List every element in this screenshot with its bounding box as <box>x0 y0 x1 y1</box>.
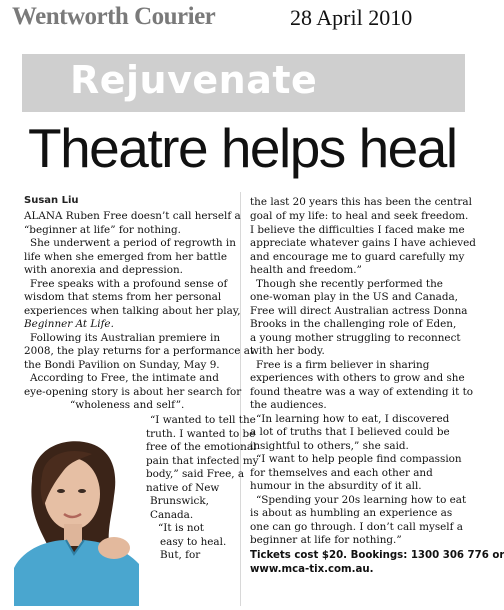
text-line: I believe the difficulties I faced make me <box>250 223 465 236</box>
text-line: Though she recently performed the <box>256 277 443 290</box>
text-line: goal of my life: to heal and seek freedom. <box>250 210 469 222</box>
text-line: health and freedom.” <box>250 264 362 276</box>
text-line: Brooks in the challenging role of Eden, <box>250 318 457 330</box>
text-line: the audiences. <box>250 399 327 411</box>
text-line: “wholeness and self”. <box>70 399 185 411</box>
text-line: insightful to others,” she said. <box>250 439 409 452</box>
ticket-info: Tickets cost $20. Bookings: 1300 306 776 or <box>250 550 504 561</box>
byline: Susan Liu <box>24 195 79 206</box>
text-line: wisdom that stems from her personal <box>24 291 222 303</box>
text-line: easy to heal. <box>160 535 227 548</box>
text-line: 2008, the play returns for a performance at <box>24 345 255 357</box>
text-line: native of New <box>146 481 220 494</box>
text-line: Canada. <box>150 508 194 521</box>
text-line: pain that infected my <box>146 454 259 467</box>
text-line: Brunswick, <box>150 495 209 507</box>
text-line: one can go through. I don’t call myself a <box>250 520 463 533</box>
publication-date: 28 April 2010 <box>290 5 413 30</box>
text-line: She underwent a period of regrowth in <box>30 237 236 249</box>
text-line: beginner at life for nothing.” <box>250 534 402 546</box>
text-line: the Bondi Pavilion on Sunday, May 9. <box>24 358 220 371</box>
text-line: eye-opening story is about her search for <box>24 385 242 398</box>
headline: Theatre helps heal <box>28 117 457 179</box>
text-line: But, for <box>160 549 201 561</box>
text-line: “I wanted to tell the <box>150 414 256 426</box>
text-line: life when she emerged from her battle <box>24 250 228 263</box>
portrait-photo <box>14 436 139 606</box>
text-line: “I want to help people find compassion <box>256 453 462 465</box>
text-line: Following its Australian premiere in <box>30 331 221 344</box>
text-line: a young mother struggling to reconnect <box>250 331 461 344</box>
text-line: Free speaks with a profound sense of <box>30 277 228 290</box>
text-line: body,” said Free, a <box>146 468 245 480</box>
text-line: “Spending your 20s learning how to eat <box>256 493 467 506</box>
text-line: experiences when talking about her play, <box>24 304 241 317</box>
text-line: is about as humbling an experience as <box>250 507 453 519</box>
text-line: one-woman play in the US and Canada, <box>250 291 458 303</box>
text-line: with her body. <box>250 345 325 357</box>
text-line: “It is not <box>158 522 204 534</box>
section-title: Rejuvenate <box>70 58 318 102</box>
text-line: a lot of truths that I believed could be <box>250 426 450 438</box>
text-line: According to Free, the intimate and <box>30 372 219 384</box>
text-line: “In learning how to eat, I discovered <box>256 412 450 425</box>
text-line: truth. I wanted to be <box>146 427 256 440</box>
text-line: free of the emotional <box>146 441 257 453</box>
text-line: with anorexia and depression. <box>24 264 183 276</box>
text-line: ALANA Ruben Free doesn’t call herself a <box>24 210 241 222</box>
text-line: for themselves and each other and <box>250 466 433 479</box>
column-divider <box>240 192 241 606</box>
masthead: Wentworth Courier <box>12 3 216 30</box>
portrait-photo-graphic <box>14 436 139 606</box>
text-line: experiences with others to grow and she <box>250 372 465 384</box>
ticket-url: www.mca-tix.com.au. <box>250 564 374 575</box>
text-line: found theatre was a way of extending it to <box>250 385 474 398</box>
text-line: humour in the absurdity of it all. <box>250 480 422 492</box>
text-line: Free is a firm believer in sharing <box>256 358 430 371</box>
text-line: the last 20 years this has been the central <box>250 196 472 208</box>
play-title: Beginner At Life. <box>24 318 114 330</box>
text-line: and encourage me to guard carefully my <box>250 250 465 263</box>
text-line: appreciate whatever gains I have achieved <box>250 237 476 249</box>
text-line: Free will direct Australian actress Donna <box>250 304 468 317</box>
text-line: “beginner at life” for nothing. <box>24 223 181 236</box>
